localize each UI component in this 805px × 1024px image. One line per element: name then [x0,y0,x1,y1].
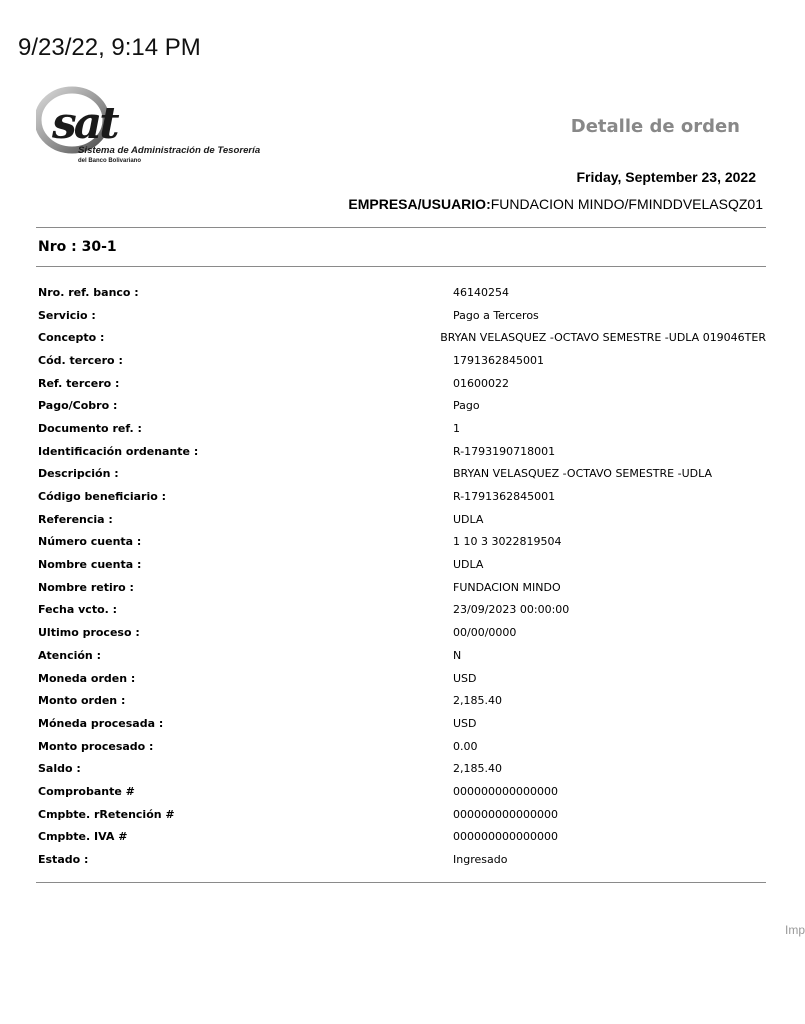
detail-value: 000000000000000 [453,807,558,821]
detail-label: Identificación ordenante : [38,444,199,458]
detail-value: 1 10 3 3022819504 [453,535,562,549]
detail-value: 000000000000000 [453,784,558,798]
detail-label: Concepto : [38,331,105,345]
detail-row [38,531,766,554]
detail-row [38,508,766,531]
detail-label: Número cuenta : [38,535,142,549]
detail-label: Monto procesado : [38,739,154,753]
detail-value: 1 [453,421,460,435]
detail-row [38,780,766,803]
detail-row [38,463,766,486]
detail-row [38,576,766,599]
detail-row [38,621,766,644]
detail-value: USD [453,716,477,730]
detail-label: Documento ref. : [38,421,142,435]
detail-label: Comprobante # [38,784,135,798]
document-title: Detalle de orden [570,116,740,137]
detail-value: Ingresado [453,853,508,867]
order-number: Nro : 30-1 [38,239,117,255]
detail-label: Nombre cuenta : [38,558,142,572]
document-date: Friday, September 23, 2022 [576,169,756,185]
detail-value: 0.00 [453,739,478,753]
detail-label: Pago/Cobro : [38,399,118,413]
detail-label: Estado : [38,853,89,867]
detail-row [38,326,766,349]
detail-row [38,394,766,417]
detail-value: 2,185.40 [453,694,502,708]
detail-label: Monto orden : [38,694,126,708]
company-user-value: FUNDACION MINDO/FMINDDVELASQZ01 [490,196,763,212]
detail-value: Pago a Terceros [453,308,539,322]
detail-row [38,372,766,395]
sat-logo [36,86,276,168]
detail-label: Saldo : [38,762,81,776]
header-divider [36,227,766,228]
detail-value: 1791362845001 [453,353,544,367]
detail-label: Cód. tercero : [38,353,123,367]
detail-value: 23/09/2023 00:00:00 [453,603,570,617]
detail-row [38,848,766,871]
detail-value: 46140254 [453,285,509,299]
detail-value: USD [453,671,477,685]
sat-logo-graphic [36,86,276,168]
detail-row [38,440,766,463]
detail-value: N [453,648,462,662]
detail-value: Pago [453,399,480,413]
detail-label: Ref. tercero : [38,376,120,390]
detail-row [38,349,766,372]
detail-label: Cmpbte. rRetención # [38,807,175,821]
detail-row [38,281,766,304]
detail-value: UDLA [453,558,484,572]
detail-label: Fecha vcto. : [38,603,118,617]
logo-mark: sat [52,98,117,149]
detail-label: Atención : [38,648,101,662]
logo-line1: Sistema de Administración de Tesorería [78,145,261,156]
detail-value: FUNDACION MINDO [453,580,561,594]
company-user-label: EMPRESA/USUARIO: [348,196,491,212]
detail-value: 2,185.40 [453,762,502,776]
detail-row [38,757,766,780]
order-divider [36,266,766,267]
detail-label: Servicio : [38,308,96,322]
detail-row [38,644,766,667]
detail-value: 000000000000000 [453,830,558,844]
detail-row [38,826,766,849]
detail-value: 00/00/0000 [453,626,517,640]
detail-label: Moneda orden : [38,671,136,685]
detail-row [38,712,766,735]
detail-row [38,689,766,712]
detail-value: BRYAN VELASQUEZ -OCTAVO SEMESTRE -UDLA 019046TER [440,331,766,345]
detail-value: R-1793190718001 [453,444,556,458]
detail-label: Nombre retiro : [38,580,134,594]
detail-row [38,803,766,826]
detail-label: Descripción : [38,467,119,481]
detail-label: Ultimo proceso : [38,626,140,640]
detail-label: Referencia : [38,512,113,526]
detail-value: 01600022 [453,376,509,390]
detail-value: UDLA [453,512,484,526]
logo-line2: del Banco Bolivariano [78,158,142,164]
footer-divider [36,882,766,883]
detail-row [38,417,766,440]
detail-row [38,599,766,622]
detail-label: Nro. ref. banco : [38,285,139,299]
detail-label: Móneda procesada : [38,716,164,730]
detail-row [38,735,766,758]
detail-row [38,304,766,327]
cut-off-text: Imp [785,923,805,937]
detail-label: Cmpbte. IVA # [38,830,128,844]
detail-row [38,667,766,690]
detail-value: R-1791362845001 [453,490,556,504]
order-details-list [38,281,766,871]
print-datetime: 9/23/22, 9:14 PM [18,34,201,61]
detail-row [38,553,766,576]
detail-row [38,485,766,508]
detail-value: BRYAN VELASQUEZ -OCTAVO SEMESTRE -UDLA [453,467,713,481]
detail-label: Código beneficiario : [38,490,167,504]
company-user [348,196,763,212]
